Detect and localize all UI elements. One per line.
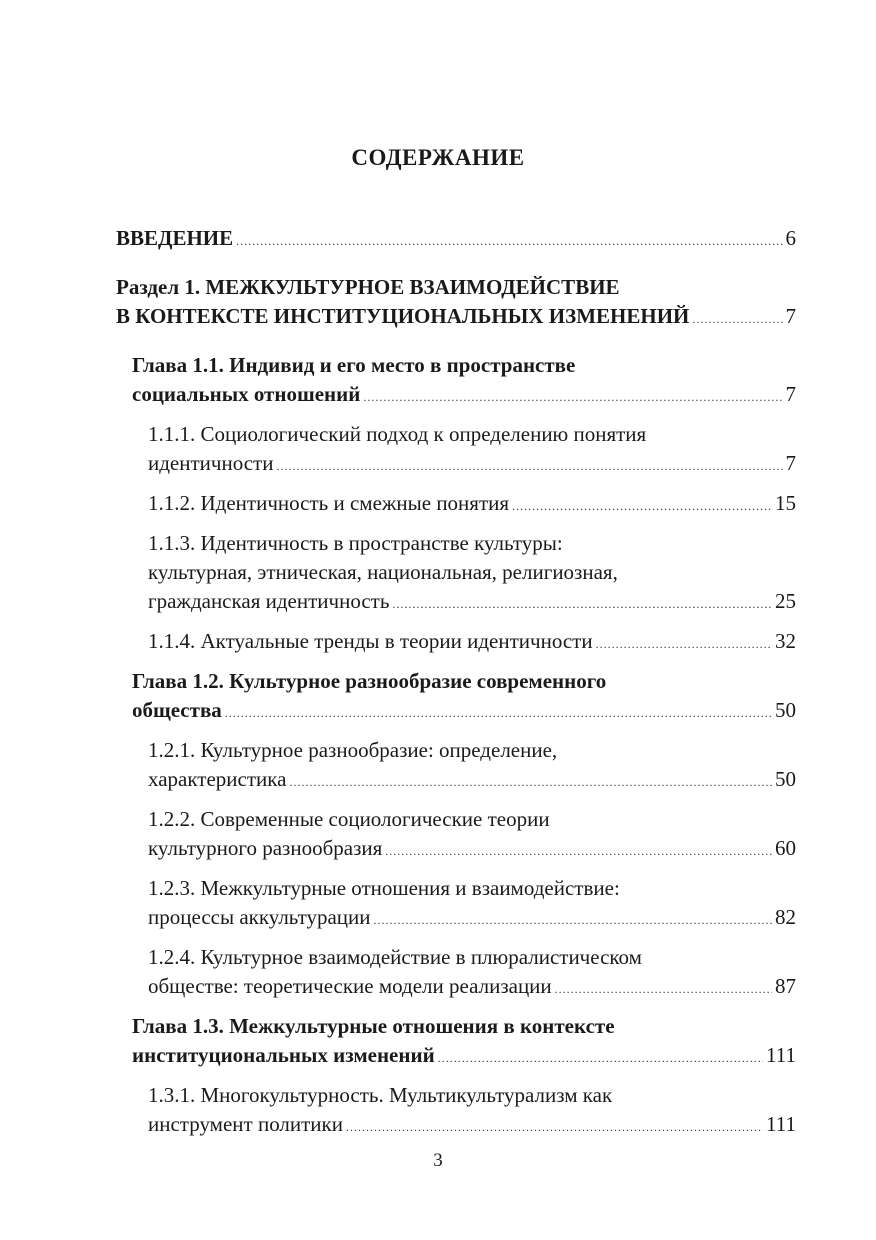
toc-page-number: 50: [775, 698, 796, 722]
toc-page-number: 32: [775, 629, 796, 653]
toc-entry-text: В КОНТЕКСТЕ ИНСТИТУЦИОНАЛЬНЫХ ИЗМЕНЕНИЙ: [116, 304, 690, 328]
toc-entry-chapter-1-2: [132, 667, 796, 728]
toc-entry-1-3-1: [148, 1081, 796, 1142]
toc-entry-text: Глава 1.3. Межкультурные отношения в контексте: [132, 1014, 615, 1038]
toc-entry-1-2-1: [148, 736, 796, 797]
toc-page-number: 6: [785, 226, 796, 250]
page-number: 3: [433, 1150, 443, 1171]
toc-entry-text: характеристика: [148, 767, 287, 791]
dot-leader: [346, 1110, 763, 1142]
toc-entry-text: идентичности: [148, 451, 274, 475]
dot-leader: [374, 903, 772, 935]
toc-entry-text: Глава 1.2. Культурное разнообразие современного: [132, 669, 607, 693]
toc-entry-text: 1.3.1. Многокультурность. Мультикультурализм как: [148, 1083, 613, 1107]
dot-leader: [225, 696, 772, 728]
toc-entry-1-1-4: [148, 627, 796, 659]
dot-leader: [555, 972, 772, 1004]
toc-page-number: 60: [775, 836, 796, 860]
toc-entry-text: гражданская идентичность: [148, 589, 390, 613]
toc-page-number: 82: [775, 905, 796, 929]
dot-leader: [438, 1041, 763, 1073]
toc-entry-chapter-1-1: [132, 351, 796, 412]
toc-entry-text: культурная, этническая, национальная, религиозная,: [148, 560, 618, 584]
toc-entry-1-1-2: [148, 489, 796, 521]
toc-entry-1-2-4: [148, 943, 796, 1004]
toc-entry-1-2-3: [148, 874, 796, 935]
toc-entry-introduction: [116, 224, 796, 256]
toc-entry-text: 1.1.2. Идентичность и смежные понятия: [148, 491, 510, 515]
toc-page-number: 7: [785, 451, 796, 475]
toc-entry-text: ВВЕДЕНИЕ: [116, 226, 234, 250]
toc-page-number: 7: [785, 304, 796, 328]
dot-leader: [392, 587, 772, 619]
toc-entry-text: Раздел 1. МЕЖКУЛЬТУРНОЕ ВЗАИМОДЕЙСТВИЕ: [116, 275, 620, 299]
toc-entry-1-1-1: [148, 420, 796, 481]
toc-entry-chapter-1-3: [132, 1012, 796, 1073]
toc-entry-1-1-3: [148, 529, 796, 619]
toc-entry-text: 1.1.1. Социологический подход к определению понятия: [148, 422, 647, 446]
toc-page-number: 25: [775, 589, 796, 613]
toc-entry-text: инструмент политики: [148, 1112, 343, 1136]
toc-page-number: 15: [775, 491, 796, 515]
toc-entry-text: Глава 1.1. Индивид и его место в пространстве: [132, 353, 576, 377]
dot-leader: [596, 627, 772, 659]
toc-entry-text: 1.2.3. Межкультурные отношения и взаимодействие:: [148, 876, 620, 900]
toc-entry-text: 1.2.2. Современные социологические теории: [148, 807, 550, 831]
dot-leader: [385, 834, 772, 866]
table-of-contents: [116, 224, 796, 1142]
dot-leader: [692, 302, 782, 334]
toc-page-number: 111: [766, 1112, 796, 1136]
toc-entry-text: обществе: теоретические модели реализации: [148, 974, 552, 998]
toc-entry-section-1: [116, 273, 796, 334]
toc-entry-1-2-2: [148, 805, 796, 866]
toc-entry-text: общества: [132, 698, 222, 722]
toc-page-number: 87: [775, 974, 796, 998]
dot-leader: [276, 449, 782, 481]
dot-leader: [289, 765, 772, 797]
dot-leader: [363, 380, 782, 412]
toc-page-number: 7: [785, 382, 796, 406]
page-title: СОДЕРЖАНИЕ: [351, 145, 525, 170]
toc-entry-text: культурного разнообразия: [148, 836, 383, 860]
toc-entry-text: 1.2.1. Культурное разнообразие: определение,: [148, 738, 558, 762]
toc-entry-text: 1.1.3. Идентичность в пространстве культуры:: [148, 531, 563, 555]
dot-leader: [236, 224, 782, 256]
toc-entry-text: 1.1.4. Актуальные тренды в теории идентичности: [148, 629, 593, 653]
toc-page-number: 111: [766, 1043, 796, 1067]
dot-leader: [512, 489, 772, 521]
toc-entry-text: социальных отношений: [132, 382, 361, 406]
toc-entry-text: институциональных изменений: [132, 1043, 435, 1067]
toc-entry-text: процессы аккультурации: [148, 905, 371, 929]
toc-page-number: 50: [775, 767, 796, 791]
toc-entry-text: 1.2.4. Культурное взаимодействие в плюралистическом: [148, 945, 642, 969]
